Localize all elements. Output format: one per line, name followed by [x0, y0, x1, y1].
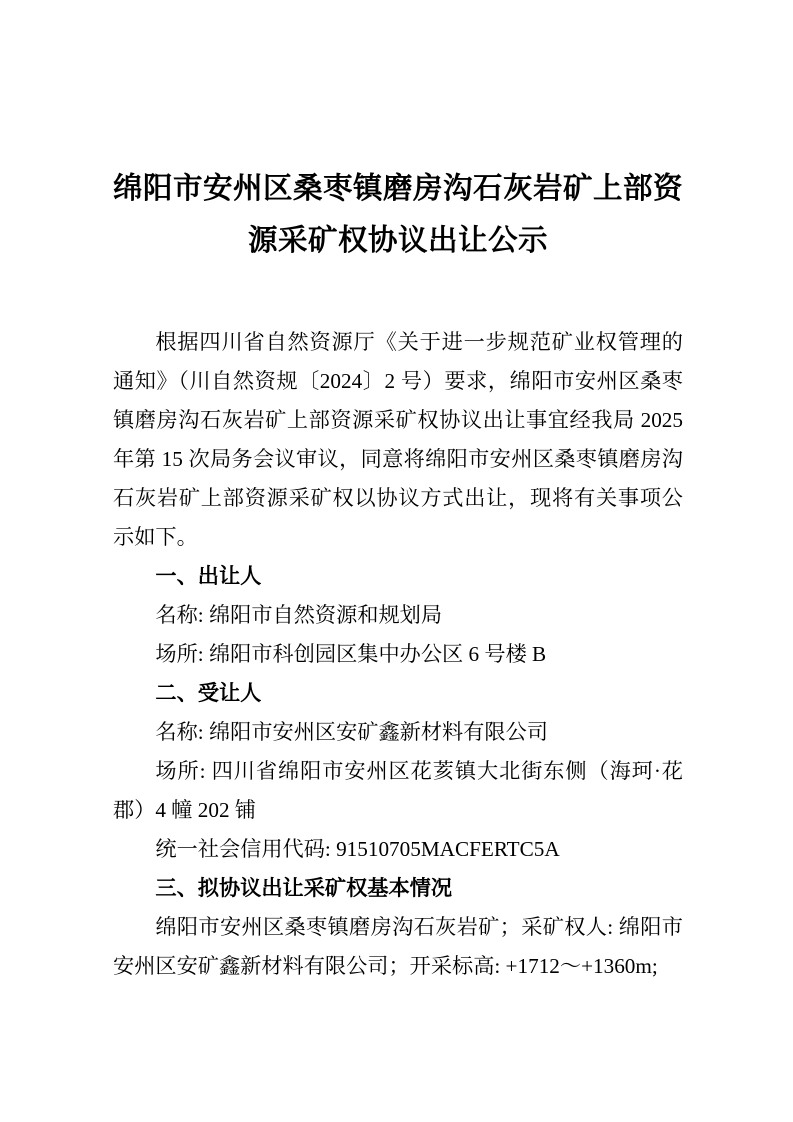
transferee-address: 场所: 四川省绵阳市安州区花荄镇大北街东侧（海珂·花郡）4 幢 202 铺 [113, 759, 683, 822]
section-heading-mining-right: 三、拟协议出让采矿权基本情况 [155, 877, 453, 900]
document-title [113, 163, 683, 267]
mining-right-details: 绵阳市安州区桑枣镇磨房沟石灰岩矿；采矿权人: 绵阳市安州区安矿鑫新材料有限公司；开采标高: +1712～+1360m; [113, 915, 683, 978]
transferor-name: 名称: 绵阳市自然资源和规划局 [155, 603, 443, 627]
section-heading-transferee: 二、受让人 [155, 682, 262, 705]
transferor-address: 场所: 绵阳市科创园区集中办公区 6 号楼 B [155, 642, 547, 666]
document-title-line-1: 绵阳市安州区桑枣镇磨房沟石灰岩矿上部资 [113, 172, 684, 205]
transferee-name: 名称: 绵阳市安州区安矿鑫新材料有限公司 [155, 720, 548, 744]
document-body [113, 323, 683, 986]
document-title-line-2: 源采矿权协议出让公示 [247, 224, 548, 257]
section-heading-transferor: 一、出让人 [155, 565, 262, 588]
intro-paragraph: 根据四川省自然资源厅《关于进一步规范矿业权管理的通知》（川自然资规〔2024〕2 号）要求，绵阳市安州区桑枣镇磨房沟石灰岩矿上部资源采矿权协议出让事宜经我局 2025 年第 15 次局务会议审议，同意将绵阳市安州区桑枣镇磨房沟石灰岩矿上部资源采矿权以协议方式出让，现将有关事项公示如下。 [113, 330, 683, 549]
transferee-credit-code: 统一社会信用代码: 91510705MACFERTC5A [155, 837, 560, 861]
